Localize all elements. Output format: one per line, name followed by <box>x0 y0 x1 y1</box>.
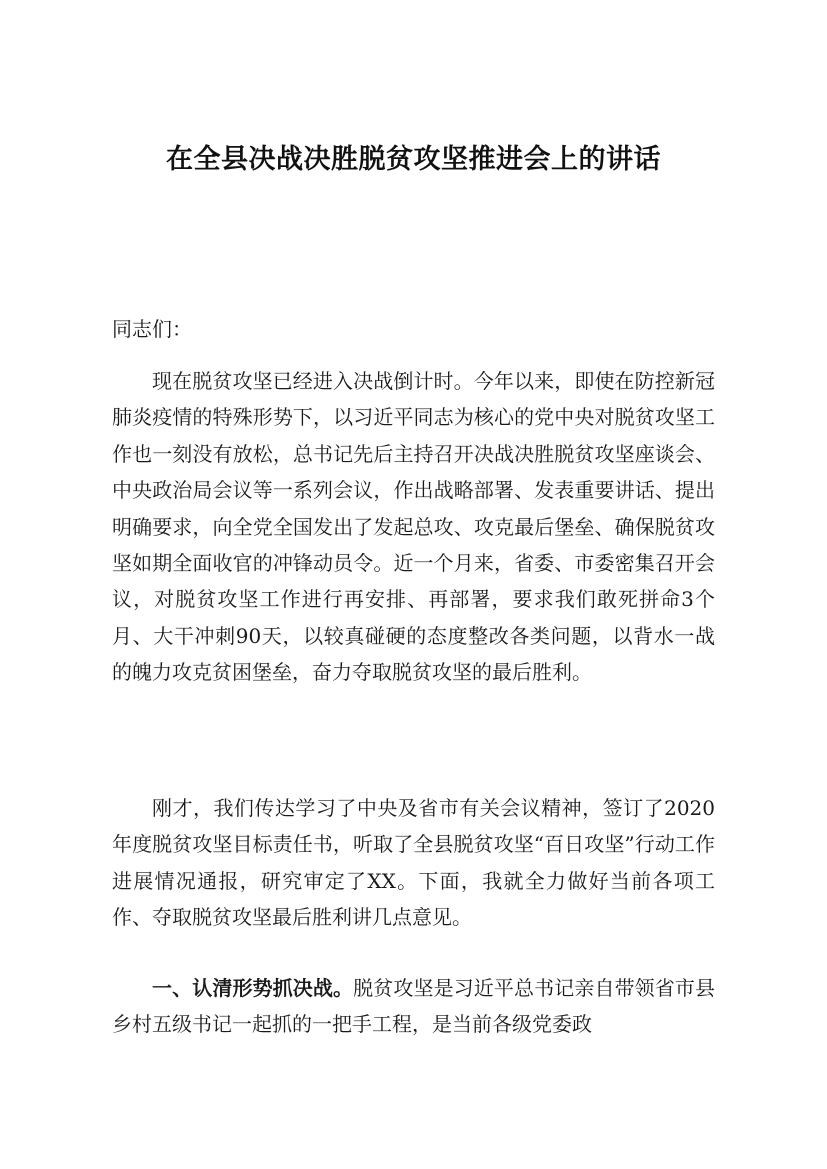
paragraph-2-text: 刚才，我们传达学习了中央及省市有关会议精神，签订了2020年度脱贫攻坚目标责任书，听取了全县脱贫攻坚“百日攻坚”行动工作进展情况通报，研究审定了XX。下面，我就全力做好当前各项工作、夺取脱贫攻坚最后胜利讲几点意见。 <box>112 796 715 930</box>
section-heading: 一、认清形势抓决战。 <box>152 976 354 1000</box>
document-title: 在全县决战决胜脱贫攻坚推进会上的讲话 <box>166 144 661 175</box>
paragraph-1 <box>112 363 715 691</box>
paragraph-3-text: 脱贫攻坚是习近平总书记亲自带领省市县乡村五级书记一起抓的一把手工程，是当前各级党委政 <box>112 976 716 1037</box>
salutation: 同志们： <box>112 317 192 341</box>
paragraph-1-text: 现在脱贫攻坚已经进入决战倒计时。今年以来，即使在防控新冠肺炎疫情的特殊形势下，以习近平同志为核心的党中央对脱贫攻坚工作也一刻没有放松，总书记先后主持召开决战决胜脱贫攻坚座谈会、中央政治局会议等一系列会议，作出战略部署、发表重要讲话、提出明确要求，向全党全国发出了发起总攻、攻克最后堡垒、确保脱贫攻坚如期全面收官的冲锋动员令。近一个月来，省委、市委密集召开会议，对脱贫攻坚工作进行再安排、再部署，要求我们敢死拼命3个月、大干冲刺90天，以较真碰硬的态度整改各类问题，以背水一战的魄力攻克贫困堡垒，奋力夺取脱贫攻坚的最后胜利。 <box>112 369 715 685</box>
paragraph-3 <box>112 970 715 1043</box>
paragraph-2 <box>112 790 715 936</box>
paragraph-3-content <box>112 970 715 1043</box>
